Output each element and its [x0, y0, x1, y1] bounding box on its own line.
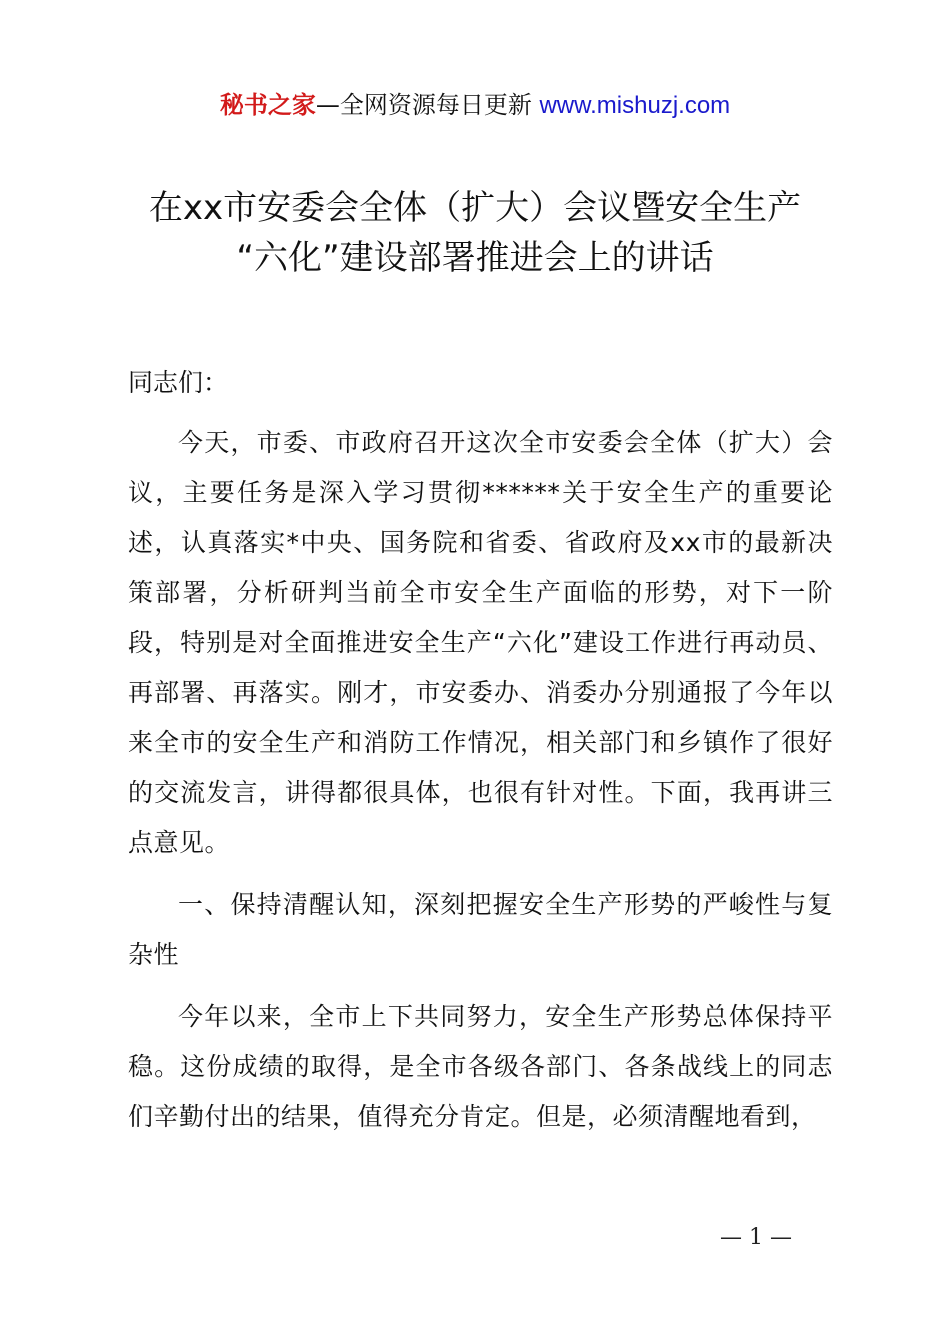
header-slogan: —全网资源每日更新: [315, 91, 540, 119]
brand-name: 秘书之家: [219, 91, 316, 119]
title-line-2: “六化”建设部署推进会上的讲话: [236, 238, 714, 278]
title-line-1: 在xx市安委会全体（扩大）会议暨安全生产: [148, 188, 802, 228]
body-paragraph: 今年以来，全市上下共同努力，安全生产形势总体保持平稳。这份成绩的取得，是全市各级各部门、各条战线上的同志们辛勤付出的结果，值得充分肯定。但是，必须清醒地看到，: [128, 1002, 833, 1131]
body-paragraph: 今天，市委、市政府召开这次全市安委会全体（扩大）会议，主要任务是深入学习贯彻******关于安全生产的重要论述，认真落实*中央、国务院和省委、省政府及xx市的最新决策部署，分析研判当前全市安全生产面临的形势，对下一阶段，特别是对全面推进安全生产“六化”建设工作进行再动员、再部署、再落实。刚才，市安委办、消委办分别通报了今年以来全市的安全生产和消防工作情况，相关部门和乡镇作了很好的交流发言，讲得都很具体，也很有针对性。下面，我再讲三点意见。: [128, 428, 833, 857]
site-url-link[interactable]: www.mishuzj.com: [539, 92, 731, 119]
salutation: 同志们：: [128, 368, 229, 397]
document-title: [60, 183, 890, 283]
page-number: — 1 —: [720, 1225, 792, 1250]
site-header: [0, 88, 950, 123]
section-heading: 一、保持清醒认知，深刻把握安全生产形势的严峻性与复杂性: [128, 890, 833, 969]
